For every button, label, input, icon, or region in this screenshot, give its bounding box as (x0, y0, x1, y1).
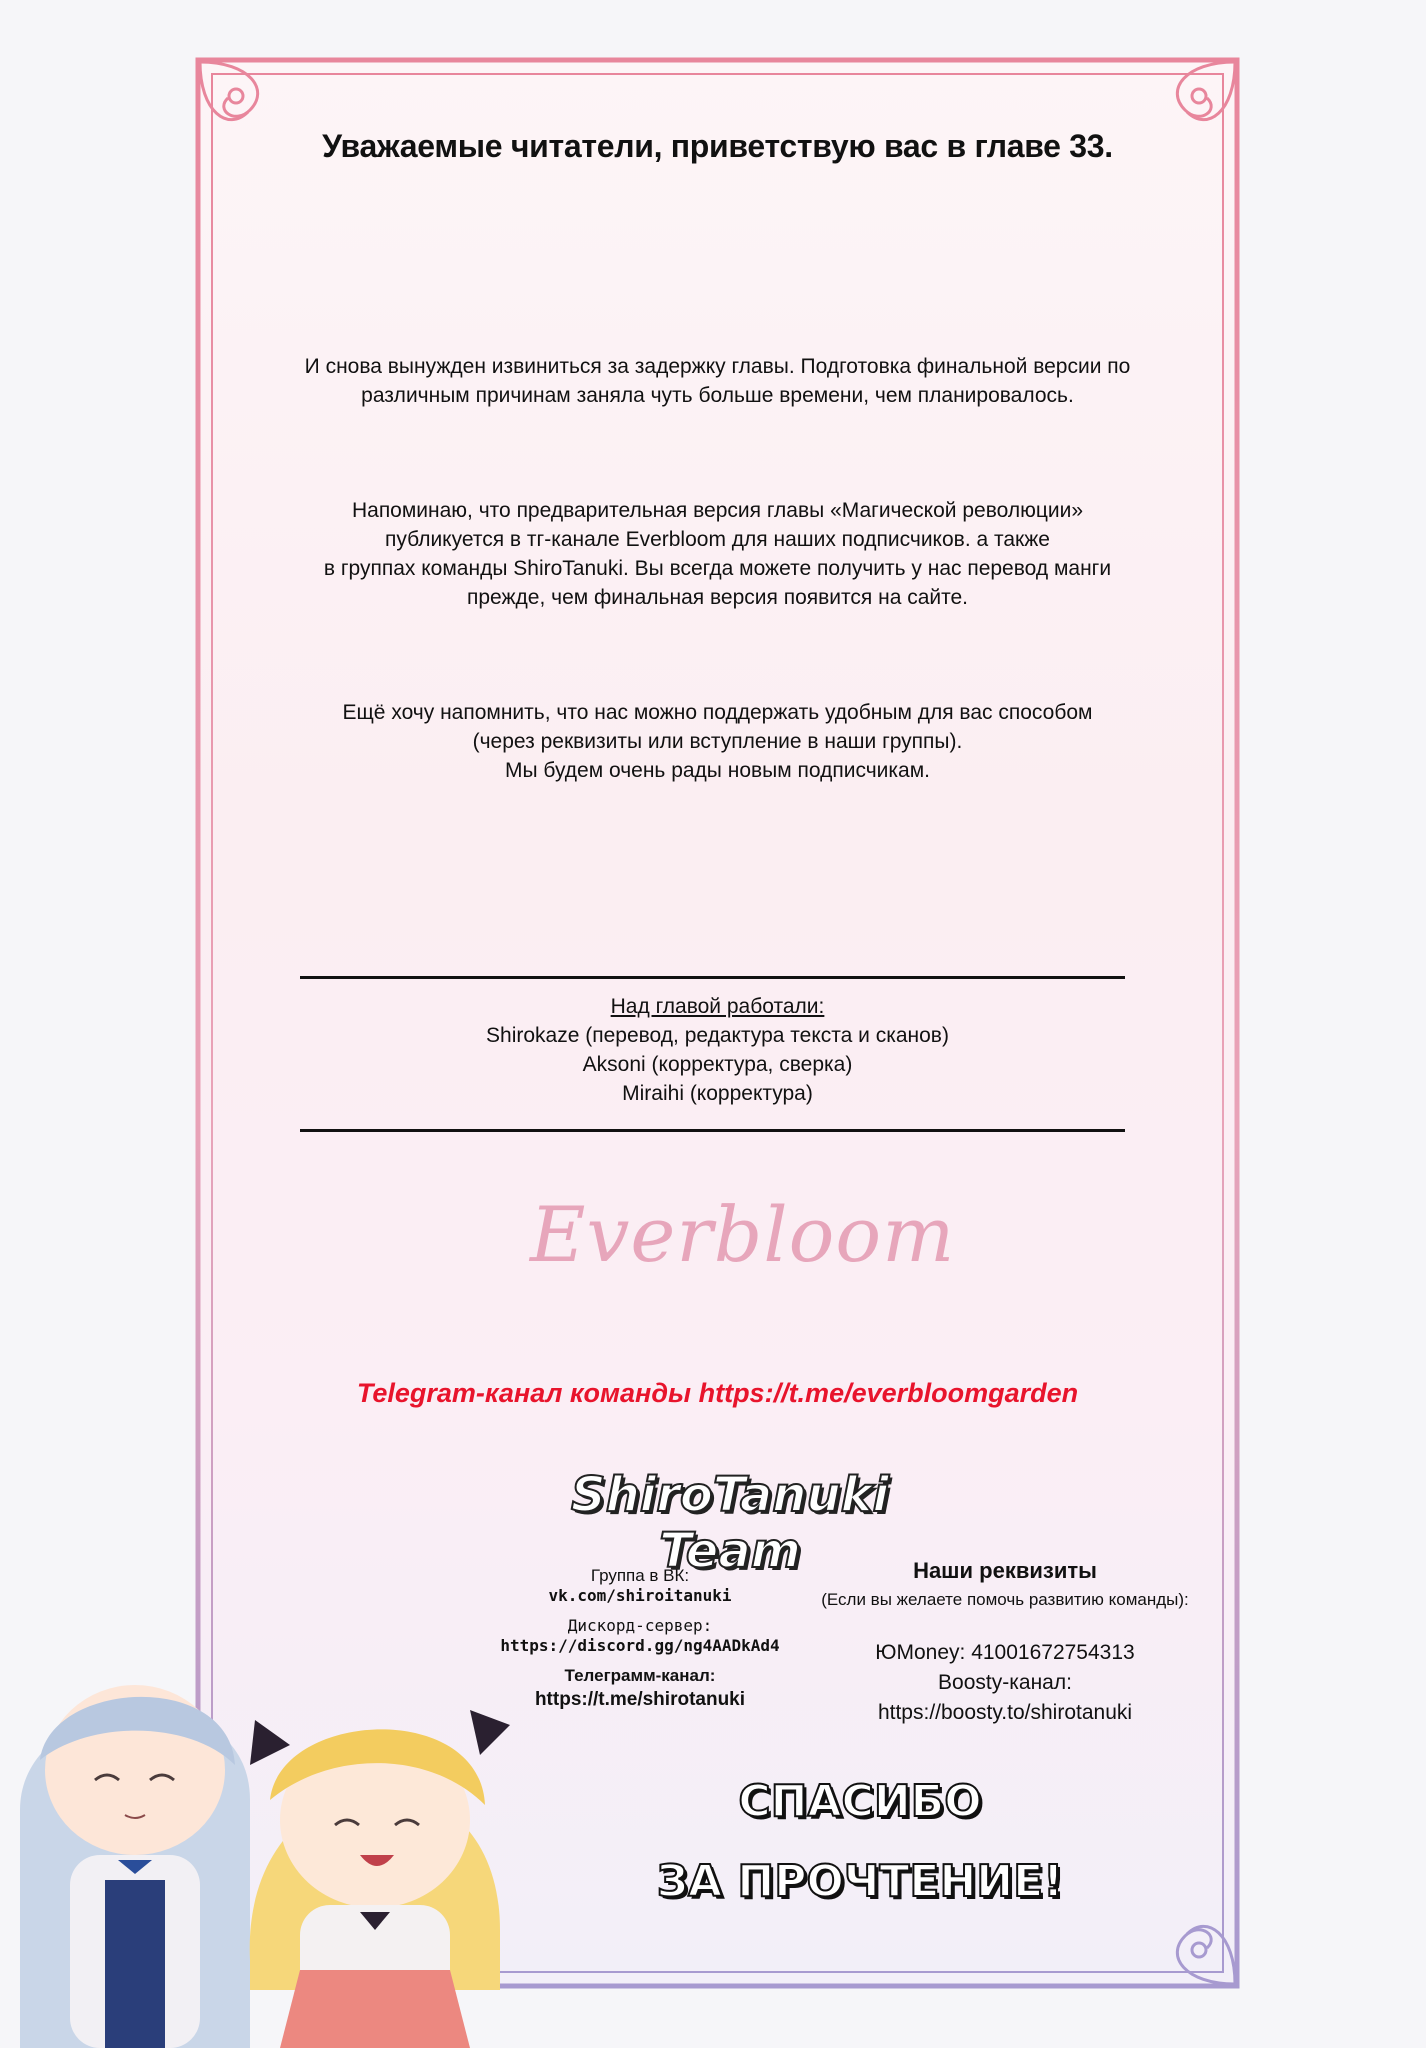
silver-hair-girl (20, 1685, 250, 2048)
requisites-heading: Наши реквизиты (913, 1558, 1097, 1583)
paragraph-line: различным причинам заняла чуть больше времени, чем планировалось. (361, 384, 1074, 407)
paragraph-line: Напоминаю, что предварительная версия главы «Магической революции» (351, 499, 1084, 522)
divider-top (300, 976, 1125, 979)
discord-label: Дискорд-сервер: (567, 1616, 713, 1635)
vk-link[interactable]: vk.com/shiroitanuki (548, 1586, 732, 1605)
boosty-label: Boosty-канал: (938, 1671, 1072, 1694)
divider-bottom (300, 1129, 1125, 1132)
credits-block (196, 992, 1239, 1108)
paragraph-line: Мы будем очень рады новым подписчикам. (504, 759, 931, 782)
paragraph-reminder (196, 496, 1239, 612)
boosty-link[interactable]: https://boosty.to/shirotanuki (877, 1701, 1133, 1724)
credits-heading: Над главой работали: (610, 995, 825, 1018)
team-name: ShiroTanuki Team (571, 1467, 889, 1579)
page-title: Уважаемые читатели, приветствую вас в главе 33. (322, 128, 1113, 164)
telegram-channel-line[interactable]: Telegram-канал команды https://t.me/everbloomgarden (356, 1378, 1079, 1408)
credits-line: Miraihi (корректура) (622, 1082, 813, 1105)
paragraph-apology (196, 352, 1239, 410)
paragraph-line: (через реквизиты или вступление в наши группы). (472, 730, 963, 753)
chibi-characters-illustration (0, 1630, 580, 2048)
vk-label: Группа в ВК: (590, 1566, 690, 1585)
telegram-link[interactable]: https://t.me/shirotanuki (534, 1689, 746, 1710)
paragraph-line: И снова вынужден извиниться за задержку главы. Подготовка финальной версии по (304, 355, 1131, 378)
credits-line: Aksoni (корректура, сверка) (582, 1053, 853, 1076)
paragraph-line: публикуется в тг-канале Everbloom для наших подписчиков. а также (385, 528, 1050, 551)
thanks-line-1: СПАСИБО (738, 1776, 982, 1827)
discord-link[interactable]: https://discord.gg/ng4AADkAd4 (500, 1636, 780, 1655)
credits-line: Shirokaze (перевод, редактура текста и сканов) (486, 1024, 949, 1047)
everbloom-logo: Everbloom (530, 1190, 956, 1279)
yoomoney-line: ЮMoney: 41001672754313 (875, 1641, 1135, 1664)
requisites-subheading: (Если вы желаете помочь развитию команды): (821, 1590, 1189, 1609)
thanks-line-2: ЗА ПРОЧТЕНИЕ! (656, 1856, 1064, 1907)
telegram-label: Телеграмм-канал: (564, 1666, 716, 1685)
paragraph-support (196, 698, 1239, 785)
blonde-girl (250, 1710, 510, 2048)
paragraph-line: в группах команды ShiroTanuki. Вы всегда можете получить у нас перевод манги (323, 557, 1112, 580)
contacts-right (815, 1556, 1195, 1728)
paragraph-line: прежде, чем финальная версия появится на сайте. (466, 586, 969, 609)
paragraph-line: Ещё хочу напомнить, что нас можно поддержать удобным для вас способом (342, 701, 1093, 724)
